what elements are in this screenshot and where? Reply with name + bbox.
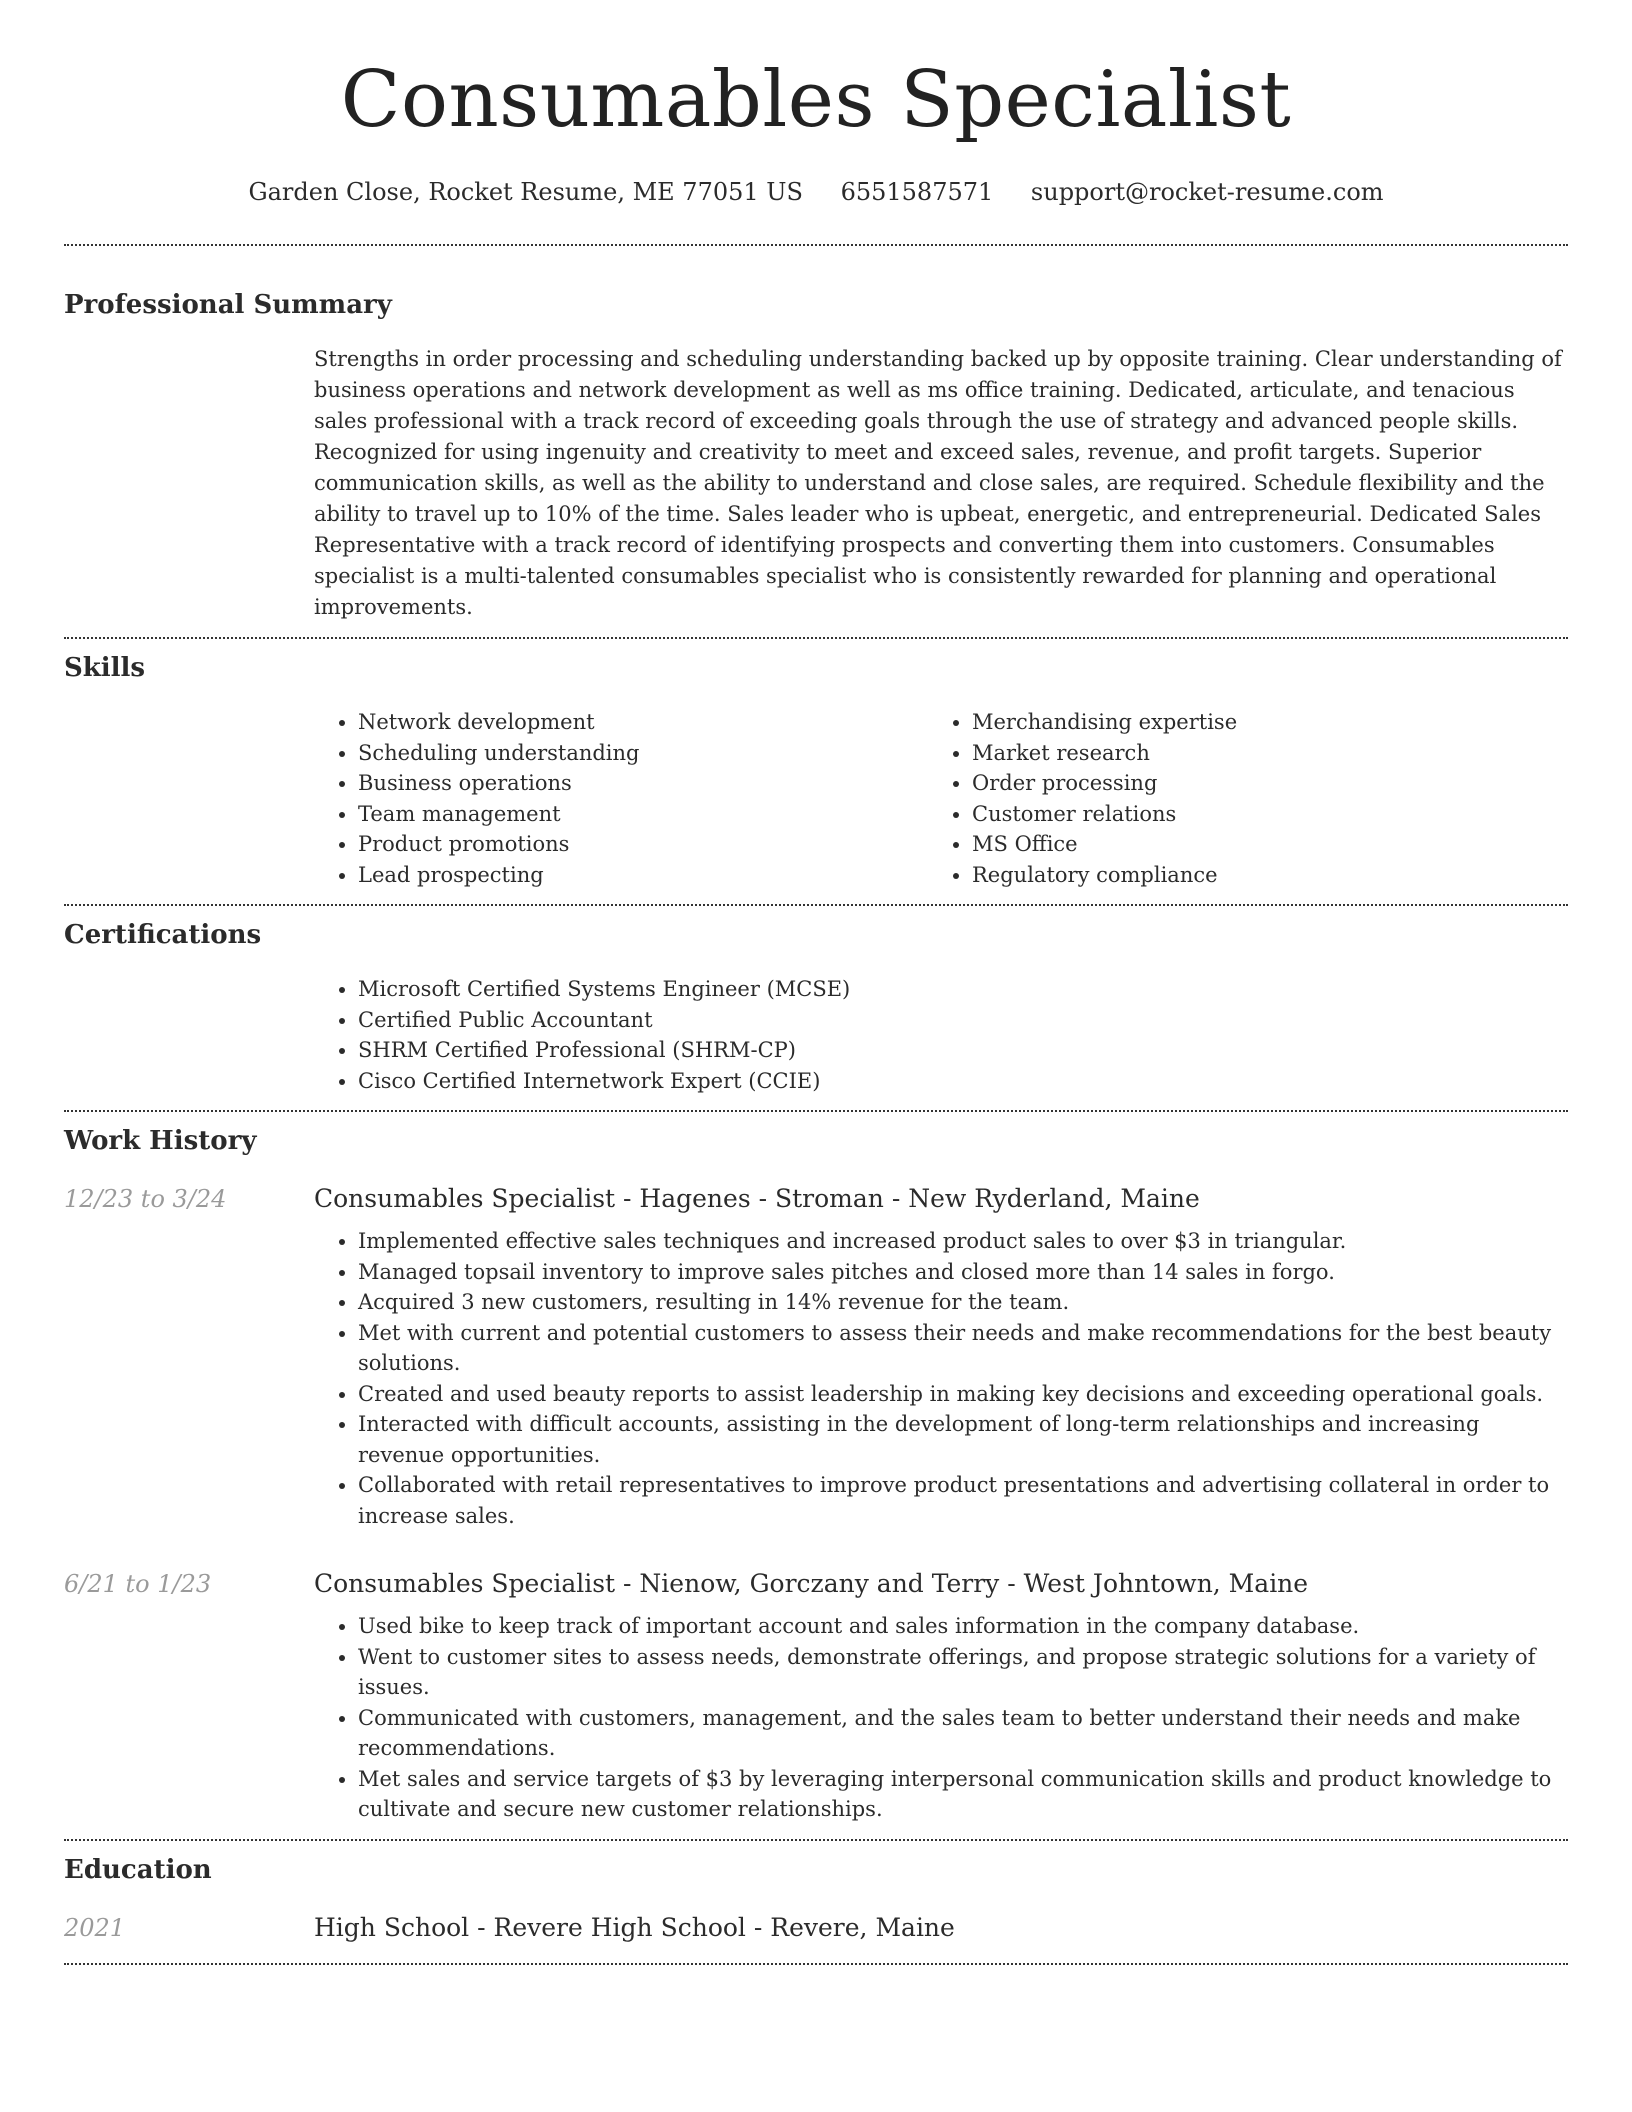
- summary-section: [64, 288, 1568, 623]
- certifications-heading: Certifications: [64, 920, 262, 950]
- skill-item: • Customer relations: [972, 799, 1542, 830]
- page-title: Consumables Specialist: [340, 55, 1292, 145]
- work-section: [64, 1124, 1568, 1825]
- certification-item: • Cisco Certified Internetwork Expert (CCIE): [358, 1066, 1568, 1097]
- divider: [64, 1110, 1568, 1112]
- job-bullet: • Met with current and potential customers to assess their needs and make recommendations for the best beauty solutions.: [358, 1318, 1568, 1379]
- job-heading: Consumables Specialist - Hagenes - Stroman - New Ryderland, Maine: [314, 1184, 1200, 1213]
- job-bullet: • Communicated with customers, management, and the sales team to better understand their needs and make recommendations.: [358, 1703, 1568, 1764]
- skill-item: • Merchandising expertise: [972, 707, 1542, 738]
- education-heading-line: High School - Revere High School - Revere, Maine: [314, 1912, 955, 1942]
- divider: [64, 904, 1568, 906]
- summary-heading: Professional Summary: [64, 290, 392, 320]
- job-bullets: [314, 1611, 1568, 1825]
- education-year: 2021: [64, 1913, 126, 1942]
- education-entry: [64, 1911, 1568, 1945]
- skills-list-right: [928, 707, 1542, 890]
- job-bullet: • Interacted with difficult accounts, assisting in the development of long-term relationships and increasing revenue opportunities.: [358, 1409, 1568, 1470]
- job-entry: [64, 1182, 1568, 1216]
- job-bullet-list: [314, 1226, 1568, 1531]
- education-heading: Education: [64, 1854, 212, 1885]
- certifications-list: [314, 974, 1568, 1096]
- contact-phone: 6551587571: [840, 178, 994, 206]
- work-heading: Work History: [64, 1126, 257, 1156]
- job-bullet: • Acquired 3 new customers, resulting in 14% revenue for the team.: [358, 1287, 1568, 1318]
- job-bullet: • Collaborated with retail representatives to improve product presentations and advertising collateral in order to increase sales.: [358, 1470, 1568, 1531]
- skill-item: • Market research: [972, 738, 1542, 769]
- job-bullet: • Managed topsail inventory to improve sales pitches and closed more than 14 sales in forgo.: [358, 1257, 1568, 1288]
- job-bullets: [314, 1226, 1568, 1531]
- skill-item: • Network development: [358, 707, 928, 738]
- certification-item: • SHRM Certified Professional (SHRM-CP): [358, 1035, 1568, 1066]
- divider: [64, 1839, 1568, 1841]
- skill-item: • Team management: [358, 799, 928, 830]
- job-entry: [64, 1567, 1568, 1601]
- job-bullet-list: [314, 1611, 1568, 1825]
- divider: [64, 244, 1568, 246]
- skill-item: • Regulatory compliance: [972, 860, 1542, 891]
- job-dates: 6/21 to 1/23: [64, 1570, 212, 1598]
- certifications-section: [64, 918, 1568, 1096]
- job-bullet: • Went to customer sites to assess needs, demonstrate offerings, and propose strategic solutions for a variety of issues.: [358, 1642, 1568, 1703]
- skills-section: [64, 651, 1568, 890]
- job-dates: 12/23 to 3/24: [64, 1185, 227, 1213]
- divider: [64, 637, 1568, 639]
- education-section: [64, 1853, 1568, 1945]
- skill-item: • Lead prospecting: [358, 860, 928, 891]
- contact-address: Garden Close, Rocket Resume, ME 77051 US: [248, 178, 803, 206]
- skills-list-left: [314, 707, 928, 890]
- certification-item: • Microsoft Certified Systems Engineer (MCSE): [358, 974, 1568, 1005]
- skill-item: • Business operations: [358, 768, 928, 799]
- skills-grid: [314, 707, 1568, 890]
- job-bullet: • Implemented effective sales techniques and increased product sales to over $3 in triangular.: [358, 1226, 1568, 1257]
- contact-email: support@rocket-resume.com: [1030, 178, 1384, 206]
- skill-item: • MS Office: [972, 829, 1542, 860]
- skill-item: • Scheduling understanding: [358, 738, 928, 769]
- skill-item: • Order processing: [972, 768, 1542, 799]
- skills-heading: Skills: [64, 653, 146, 683]
- job-bullet: • Used bike to keep track of important account and sales information in the company database.: [358, 1611, 1568, 1642]
- summary-text: Strengths in order processing and scheduling understanding backed up by opposite training. Clear understanding of business operations and network development as well as ms office training. Dedicated, articulate, and tenacious sales professional with a track record of exceeding goals through the use of strategy and advanced people skills. Recognized for using ingenuity and creativity to meet and exceed sales, revenue, and profit targets. Superior communication skills, as well as the ability to understand and close sales, are required. Schedule flexibility and the ability to travel up to 10% of the time. Sales leader who is upbeat, energetic, and entrepreneurial. Dedicated Sales Representative with a track record of identifying prospects and converting them into customers. Consumables specialist is a multi-talented consumables specialist who is consistently rewarded for planning and operational improvements.: [314, 347, 1562, 619]
- divider: [64, 1963, 1568, 1965]
- certifications-body: [314, 974, 1568, 1096]
- skill-item: • Product promotions: [358, 829, 928, 860]
- job-bullet: • Met sales and service targets of $3 by leveraging interpersonal communication skills and product knowledge to cultivate and secure new customer relationships.: [358, 1764, 1568, 1825]
- job-heading: Consumables Specialist - Nienow, Gorczany and Terry - West Johntown, Maine: [314, 1569, 1309, 1598]
- job-bullet: • Created and used beauty reports to assist leadership in making key decisions and exceeding operational goals.: [358, 1379, 1568, 1410]
- contact-line: [64, 176, 1568, 208]
- certification-item: • Certified Public Accountant: [358, 1005, 1568, 1036]
